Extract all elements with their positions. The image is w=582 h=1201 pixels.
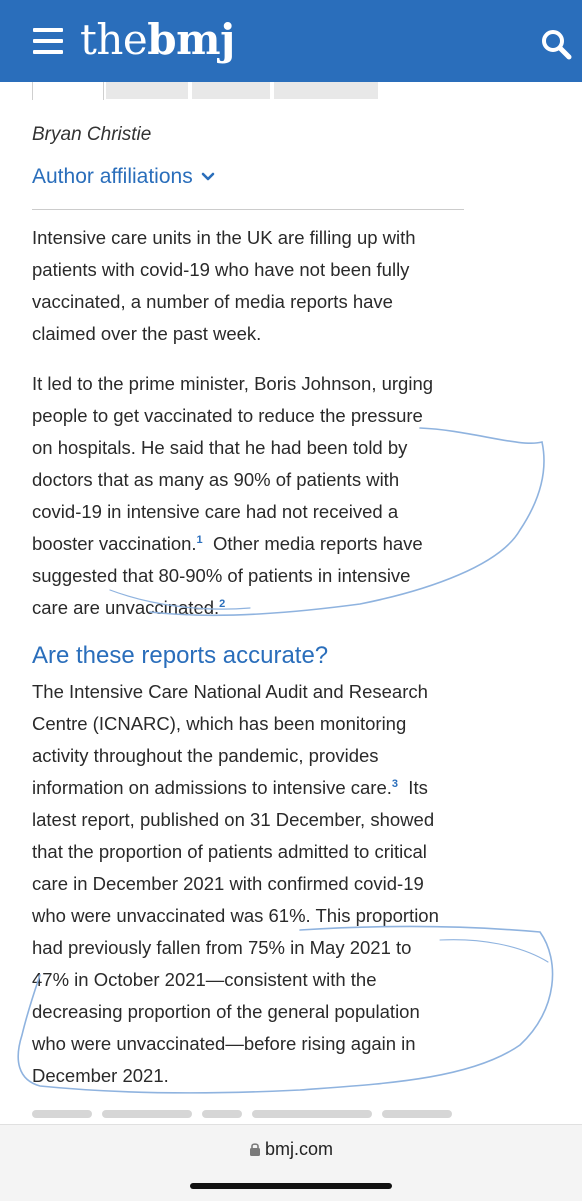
site-header: [0, 0, 582, 82]
browser-url-bar[interactable]: [0, 1124, 582, 1201]
text-line: Centre (ICNARC), which has been monitoring: [32, 713, 407, 734]
text-line: December 2021.: [32, 1065, 169, 1086]
clipped-text-line: [32, 1106, 462, 1122]
text-segment: information on admissions to intensive care.: [32, 777, 392, 798]
hamburger-menu-icon[interactable]: [33, 28, 63, 54]
text-line: care in December 2021 with confirmed covid-19: [32, 873, 424, 894]
author-affiliations-label: Author affiliations: [32, 165, 193, 188]
url-display[interactable]: [0, 1139, 582, 1160]
text-line: had previously fallen from 75% in May 2021 to: [32, 937, 412, 958]
text-line: people to get vaccinated to reduce the pressure: [32, 405, 423, 426]
author-affiliations-toggle[interactable]: [32, 165, 215, 189]
text-line: decreasing proportion of the general population: [32, 1001, 420, 1022]
bmj-logo[interactable]: [80, 16, 235, 64]
text-line: covid-19 in intensive care had not received a: [32, 501, 399, 522]
reference-link-3[interactable]: 3: [391, 777, 399, 790]
text-line: [32, 772, 464, 804]
article-tabs: [32, 82, 472, 99]
search-icon[interactable]: [540, 28, 572, 60]
text-line: doctors that as many as 90% of patients with: [32, 469, 400, 490]
logo-bmj: bmj: [147, 15, 235, 64]
article-paragraph-2: [32, 368, 464, 624]
text-line: Intensive care units in the UK are filling up with: [32, 227, 416, 248]
text-line: who were unvaccinated—before rising again in: [32, 1033, 416, 1054]
home-indicator[interactable]: [190, 1183, 392, 1189]
text-line: It led to the prime minister, Boris Johnson, urging: [32, 373, 434, 394]
tab-3[interactable]: [192, 82, 270, 99]
article-paragraph-1: [32, 222, 464, 350]
url-text: bmj.com: [264, 1139, 333, 1159]
divider: [32, 209, 464, 210]
text-segment: care are unvaccinated.: [32, 597, 220, 618]
text-line: 47% in October 2021—consistent with the: [32, 969, 377, 990]
article-paragraph-3: [32, 676, 464, 1092]
text-line: who were unvaccinated was 61%. This proportion: [32, 905, 439, 926]
text-line: patients with covid-19 who have not been fully: [32, 259, 410, 280]
tab-article[interactable]: [32, 82, 104, 100]
text-line: The Intensive Care National Audit and Research: [32, 681, 428, 702]
reference-link-1[interactable]: 1: [196, 533, 203, 546]
tab-2[interactable]: [106, 82, 188, 99]
reference-link-2[interactable]: 2: [219, 597, 226, 610]
text-line: claimed over the past week.: [32, 323, 262, 344]
text-segment: booster vaccination.: [32, 533, 197, 554]
text-line: vaccinated, a number of media reports have: [32, 291, 393, 312]
lock-icon: [249, 1142, 261, 1157]
text-line: latest report, published on 31 December, showed: [32, 809, 435, 830]
text-line: activity throughout the pandemic, provides: [32, 745, 379, 766]
text-segment: Other media reports have: [202, 533, 423, 554]
text-line: suggested that 80-90% of patients in intensive: [32, 565, 411, 586]
text-line: that the proportion of patients admitted to critical: [32, 841, 427, 862]
tab-4[interactable]: [274, 82, 378, 99]
author-name: Bryan Christie: [32, 124, 152, 145]
text-line: [32, 592, 464, 624]
text-segment: Its: [398, 777, 428, 798]
logo-the: the: [80, 15, 148, 64]
chevron-down-icon: [201, 172, 215, 182]
text-line: on hospitals. He said that he had been told by: [32, 437, 408, 458]
section-heading: Are these reports accurate?: [32, 642, 329, 669]
text-line: [32, 528, 464, 560]
